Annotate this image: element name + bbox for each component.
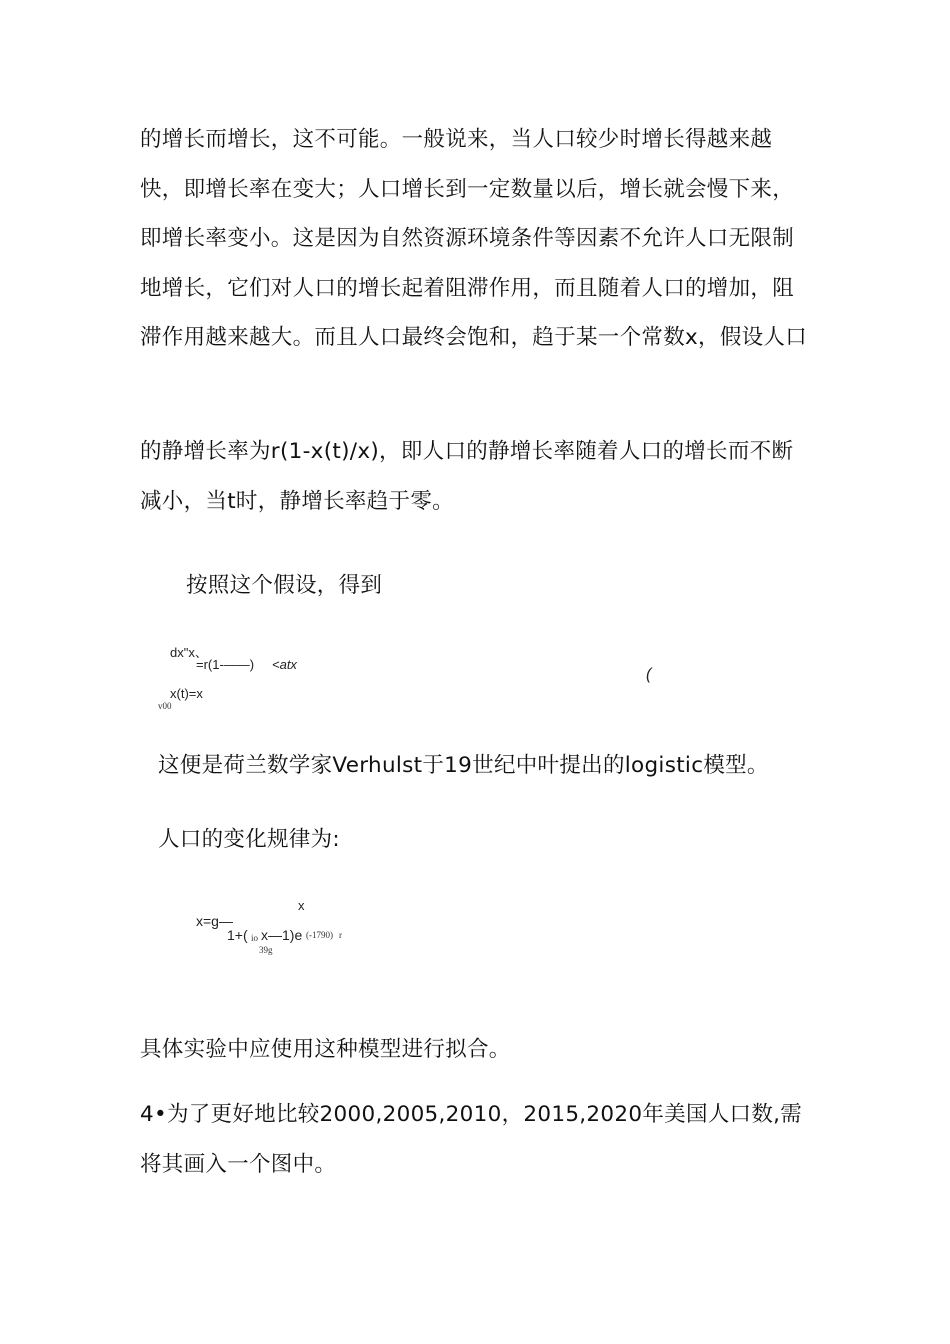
eq2-denominator-b: io [251,933,259,943]
eq1-line-2-tail: <atx [272,657,297,672]
body-paragraph-3: 4•为了更好地比较2000,2005,2010，2015,2020年美国人口数,需将其画入一个图中。 [140,1102,803,1177]
eq1-paren: ( [646,666,652,683]
eq2-denominator-a: 1+( [227,927,248,943]
body-paragraph-2: 的静增长率为r(1-x(t)/x)，即人口的静增长率随着人口的增长而不断减小，当t时，静增长率趋于零。 [140,439,794,514]
body-paragraph-1: 的增长而增长，这不可能。一般说来，当人口较少时增长得越来越快，即增长率在变大；人口增长到一定数量以后，增长就会慢下来，即增长率变小。这是因为自然资源环境条件等因素不允许人口无限制地增长，它们对人口的增长起着阻滞作用，而且随着人口的增加，阻滞作用越来越大。而且人口最终会饱和，趋于某一个常数x，假设人口 [140,127,808,350]
fit-line: 具体实验中应使用这种模型进行拟合。 [140,1037,511,1062]
eq1-line-1: dx"x、 [170,645,208,660]
eq1-line-3: x(t)=x [170,686,203,701]
eq2-left: x=g— [196,913,233,929]
eq1-subscript: v00 [158,701,172,711]
assumption-line: 按照这个假设，得到 [186,573,383,598]
eq2-denominator-c: x—1)e [261,927,303,943]
eq2-subscript: 39g [259,945,273,955]
eq2-exponent-r: r [339,930,342,940]
eq2-exponent: (-1790) [306,930,333,940]
eq2-numerator: x [298,898,305,913]
rule-line: 人口的变化规律为: [158,827,340,852]
verhulst-line: 这便是荷兰数学家Verhulst于19世纪中叶提出的logistic模型。 [158,753,769,778]
eq1-line-2: =r(1-——) [196,657,255,672]
